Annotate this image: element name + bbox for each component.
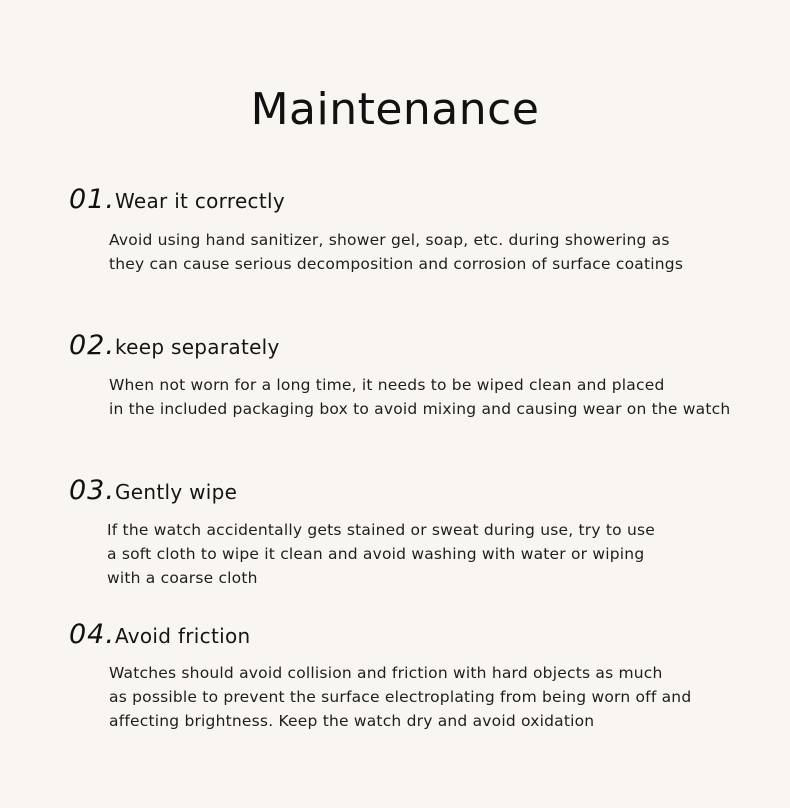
section-title: Wear it correctly xyxy=(114,189,285,213)
body-line: If the watch accidentally gets stained or sweat during use, try to use xyxy=(107,521,655,539)
page-title: Maintenance xyxy=(250,84,540,135)
body-line: Avoid using hand sanitizer, shower gel, soap, etc. during showering as xyxy=(109,231,670,249)
section-body xyxy=(109,661,691,733)
section-title: Avoid friction xyxy=(114,624,251,648)
body-line: a soft cloth to wipe it clean and avoid washing with water or wiping xyxy=(107,545,645,563)
section-heading xyxy=(69,329,280,363)
section-body xyxy=(109,373,730,421)
section-number: 02. xyxy=(69,330,115,361)
section-title: keep separately xyxy=(114,335,280,359)
section-heading xyxy=(69,474,237,508)
section-number: 01. xyxy=(69,184,115,215)
body-line: When not worn for a long time, it needs to be wiped clean and placed xyxy=(109,376,665,394)
body-line: with a coarse cloth xyxy=(107,569,258,587)
section-heading xyxy=(69,618,250,652)
body-line: in the included packaging box to avoid mixing and causing wear on the watch xyxy=(109,400,731,418)
section-number: 03. xyxy=(69,475,115,506)
section-heading xyxy=(69,183,285,217)
section-number: 04. xyxy=(69,619,115,650)
body-line: they can cause serious decomposition and corrosion of surface coatings xyxy=(109,255,684,273)
section-body xyxy=(107,518,655,590)
section-title: Gently wipe xyxy=(114,480,238,504)
body-line: affecting brightness. Keep the watch dry and avoid oxidation xyxy=(109,712,595,730)
body-line: Watches should avoid collision and friction with hard objects as much xyxy=(109,664,663,682)
body-line: as possible to prevent the surface electroplating from being worn off and xyxy=(109,688,692,706)
section-body xyxy=(109,228,683,276)
